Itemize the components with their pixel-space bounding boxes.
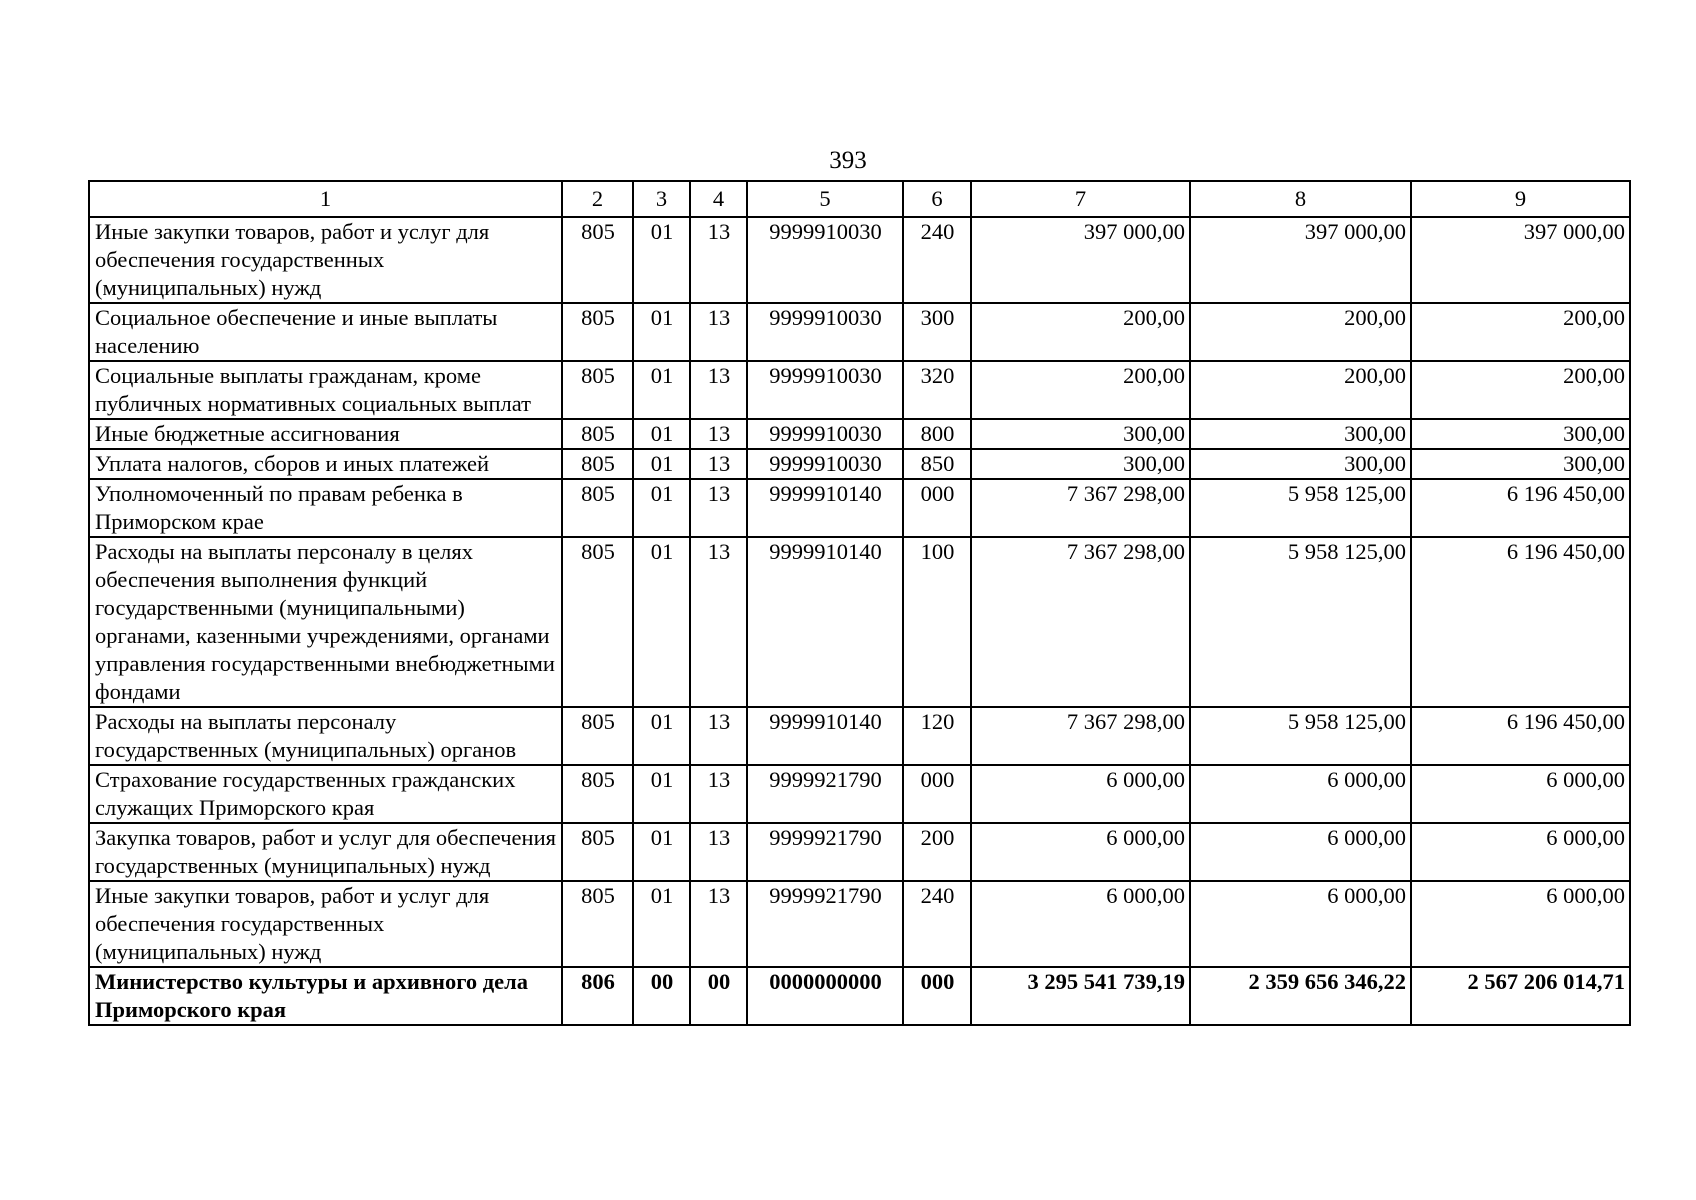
row-section-code: 01: [633, 449, 690, 479]
row-target-code: 9999910030: [747, 419, 903, 449]
row-subsection-code: 13: [690, 823, 747, 881]
row-amount-col-9: 2 567 206 014,71: [1411, 967, 1630, 1025]
header-col-3: 3: [633, 181, 690, 217]
table-row: [89, 449, 1630, 479]
row-amount-col-7: 6 000,00: [971, 823, 1190, 881]
row-amount-col-8: 6 000,00: [1190, 765, 1411, 823]
row-subsection-code: 13: [690, 303, 747, 361]
row-expense-type-code: 100: [903, 537, 971, 707]
row-ministry-code: 805: [562, 881, 633, 967]
row-amount-col-7: 200,00: [971, 361, 1190, 419]
header-col-7: 7: [971, 181, 1190, 217]
row-section-code: 01: [633, 881, 690, 967]
row-amount-col-9: 200,00: [1411, 303, 1630, 361]
row-target-code: 9999910030: [747, 361, 903, 419]
row-amount-col-8: 2 359 656 346,22: [1190, 967, 1411, 1025]
row-amount-col-9: 6 000,00: [1411, 823, 1630, 881]
row-section-code: 01: [633, 217, 690, 303]
row-section-code: 01: [633, 823, 690, 881]
row-ministry-code: 805: [562, 479, 633, 537]
header-col-1: 1: [89, 181, 562, 217]
row-amount-col-7: 6 000,00: [971, 765, 1190, 823]
row-name: Иные закупки товаров, работ и услуг для обеспечения государственных (муниципальных) нужд: [89, 881, 562, 967]
row-amount-col-7: 300,00: [971, 449, 1190, 479]
row-section-code: 01: [633, 537, 690, 707]
row-ministry-code: 805: [562, 449, 633, 479]
row-amount-col-8: 5 958 125,00: [1190, 537, 1411, 707]
row-amount-col-8: 300,00: [1190, 419, 1411, 449]
row-section-code: 01: [633, 361, 690, 419]
row-amount-col-9: 300,00: [1411, 449, 1630, 479]
row-amount-col-8: 6 000,00: [1190, 881, 1411, 967]
row-amount-col-7: 6 000,00: [971, 881, 1190, 967]
table-row: [89, 479, 1630, 537]
row-name: Расходы на выплаты персоналу государственных (муниципальных) органов: [89, 707, 562, 765]
row-expense-type-code: 300: [903, 303, 971, 361]
row-name: Социальное обеспечение и иные выплаты населению: [89, 303, 562, 361]
row-expense-type-code: 850: [903, 449, 971, 479]
row-amount-col-8: 397 000,00: [1190, 217, 1411, 303]
row-amount-col-9: 397 000,00: [1411, 217, 1630, 303]
row-section-code: 01: [633, 765, 690, 823]
row-target-code: 9999910030: [747, 303, 903, 361]
row-ministry-code: 805: [562, 361, 633, 419]
row-amount-col-7: 7 367 298,00: [971, 479, 1190, 537]
row-target-code: 9999910030: [747, 217, 903, 303]
row-amount-col-7: 7 367 298,00: [971, 537, 1190, 707]
row-ministry-code: 805: [562, 765, 633, 823]
row-amount-col-9: 200,00: [1411, 361, 1630, 419]
table-row: [89, 217, 1630, 303]
page-number: 393: [829, 147, 867, 174]
row-amount-col-8: 200,00: [1190, 303, 1411, 361]
row-expense-type-code: 320: [903, 361, 971, 419]
row-section-code: 00: [633, 967, 690, 1025]
row-target-code: 9999921790: [747, 765, 903, 823]
row-target-code: 9999910140: [747, 537, 903, 707]
row-ministry-code: 805: [562, 419, 633, 449]
table-body: [89, 217, 1630, 1025]
row-name: Расходы на выплаты персоналу в целях обеспечения выполнения функций государственными (муниципальными) органами, казенными учреждениями, органами управления государственными внебюджетными фондами: [89, 537, 562, 707]
row-expense-type-code: 800: [903, 419, 971, 449]
table-row: [89, 765, 1630, 823]
table-row: [89, 361, 1630, 419]
row-amount-col-8: 200,00: [1190, 361, 1411, 419]
table-row: [89, 823, 1630, 881]
row-target-code: 9999921790: [747, 881, 903, 967]
table-row: [89, 303, 1630, 361]
row-amount-col-9: 300,00: [1411, 419, 1630, 449]
row-name: Закупка товаров, работ и услуг для обеспечения государственных (муниципальных) нужд: [89, 823, 562, 881]
row-section-code: 01: [633, 419, 690, 449]
header-row: [89, 181, 1630, 217]
row-amount-col-9: 6 196 450,00: [1411, 537, 1630, 707]
row-amount-col-9: 6 000,00: [1411, 765, 1630, 823]
row-target-code: 9999910140: [747, 479, 903, 537]
row-section-code: 01: [633, 479, 690, 537]
row-amount-col-7: 200,00: [971, 303, 1190, 361]
row-amount-col-8: 300,00: [1190, 449, 1411, 479]
row-amount-col-8: 5 958 125,00: [1190, 479, 1411, 537]
row-amount-col-7: 397 000,00: [971, 217, 1190, 303]
row-name: Страхование государственных гражданских служащих Приморского края: [89, 765, 562, 823]
row-expense-type-code: 120: [903, 707, 971, 765]
row-amount-col-7: 7 367 298,00: [971, 707, 1190, 765]
table-row: [89, 881, 1630, 967]
table-row-total: [89, 967, 1630, 1025]
row-subsection-code: 00: [690, 967, 747, 1025]
row-expense-type-code: 240: [903, 217, 971, 303]
row-amount-col-9: 6 196 450,00: [1411, 707, 1630, 765]
row-section-code: 01: [633, 707, 690, 765]
row-target-code: 9999921790: [747, 823, 903, 881]
table-row: [89, 707, 1630, 765]
row-name: Уплата налогов, сборов и иных платежей: [89, 449, 562, 479]
row-subsection-code: 13: [690, 881, 747, 967]
row-section-code: 01: [633, 303, 690, 361]
row-name: Уполномоченный по правам ребенка в Приморском крае: [89, 479, 562, 537]
row-expense-type-code: 240: [903, 881, 971, 967]
row-name: Социальные выплаты гражданам, кроме публичных нормативных социальных выплат: [89, 361, 562, 419]
row-amount-col-9: 6 196 450,00: [1411, 479, 1630, 537]
row-subsection-code: 13: [690, 765, 747, 823]
header-col-4: 4: [690, 181, 747, 217]
row-subsection-code: 13: [690, 449, 747, 479]
row-ministry-code: 805: [562, 303, 633, 361]
row-amount-col-9: 6 000,00: [1411, 881, 1630, 967]
header-col-8: 8: [1190, 181, 1411, 217]
budget-table: [88, 180, 1631, 1026]
row-expense-type-code: 000: [903, 479, 971, 537]
row-target-code: 9999910030: [747, 449, 903, 479]
row-amount-col-7: 300,00: [971, 419, 1190, 449]
row-ministry-code: 805: [562, 217, 633, 303]
row-subsection-code: 13: [690, 361, 747, 419]
row-expense-type-code: 000: [903, 765, 971, 823]
row-amount-col-8: 5 958 125,00: [1190, 707, 1411, 765]
row-expense-type-code: 000: [903, 967, 971, 1025]
row-subsection-code: 13: [690, 479, 747, 537]
header-col-9: 9: [1411, 181, 1630, 217]
row-subsection-code: 13: [690, 537, 747, 707]
table-header: [89, 181, 1630, 217]
header-col-2: 2: [562, 181, 633, 217]
row-subsection-code: 13: [690, 707, 747, 765]
row-subsection-code: 13: [690, 217, 747, 303]
row-amount-col-7: 3 295 541 739,19: [971, 967, 1190, 1025]
table-row: [89, 419, 1630, 449]
table-row: [89, 537, 1630, 707]
row-target-code: 9999910140: [747, 707, 903, 765]
row-expense-type-code: 200: [903, 823, 971, 881]
row-target-code: 0000000000: [747, 967, 903, 1025]
row-ministry-code: 806: [562, 967, 633, 1025]
row-name: Иные закупки товаров, работ и услуг для обеспечения государственных (муниципальных) нужд: [89, 217, 562, 303]
row-ministry-code: 805: [562, 823, 633, 881]
header-col-5: 5: [747, 181, 903, 217]
header-col-6: 6: [903, 181, 971, 217]
row-ministry-code: 805: [562, 707, 633, 765]
row-amount-col-8: 6 000,00: [1190, 823, 1411, 881]
row-subsection-code: 13: [690, 419, 747, 449]
row-name: Иные бюджетные ассигнования: [89, 419, 562, 449]
row-name: Министерство культуры и архивного дела Приморского края: [89, 967, 562, 1025]
row-ministry-code: 805: [562, 537, 633, 707]
